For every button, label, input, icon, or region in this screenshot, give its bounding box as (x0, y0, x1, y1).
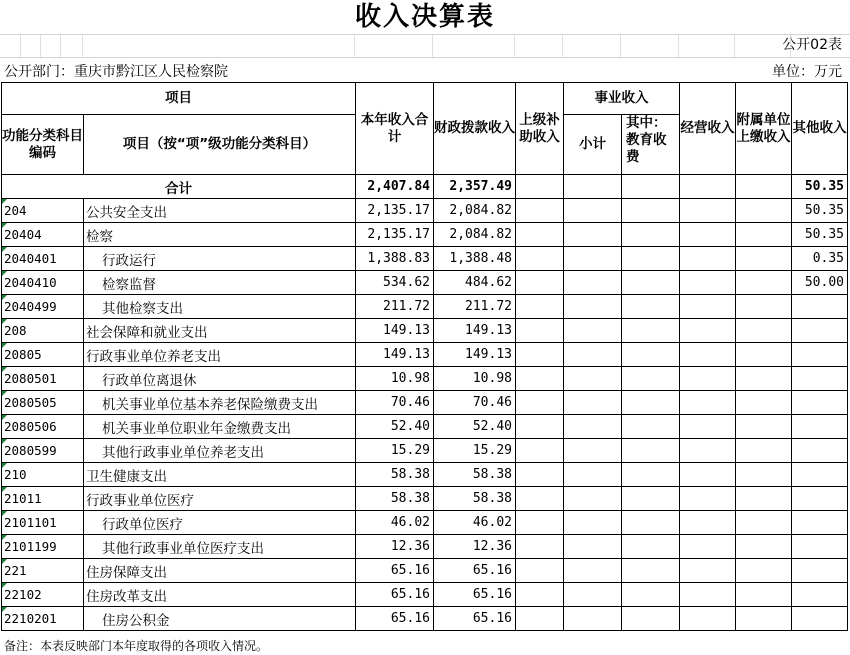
row-other (792, 367, 848, 391)
row-education (622, 271, 680, 295)
row-income-total: 149.13 (356, 343, 434, 367)
total-income: 2,407.84 (356, 175, 434, 199)
row-affiliated (736, 343, 792, 367)
row-education (622, 487, 680, 511)
total-other: 50.35 (792, 175, 848, 199)
income-table (1, 82, 848, 631)
row-affiliated (736, 199, 792, 223)
row-business-subtotal (564, 535, 622, 559)
row-code: 2210201 (2, 607, 84, 631)
row-income-total: 211.72 (356, 295, 434, 319)
row-name: 行政运行 (84, 247, 356, 271)
row-affiliated (736, 415, 792, 439)
row-affiliated (736, 607, 792, 631)
row-name: 行政事业单位医疗 (84, 487, 356, 511)
row-fiscal: 70.46 (434, 391, 516, 415)
row-operating (680, 367, 736, 391)
row-education (622, 583, 680, 607)
row-other (792, 319, 848, 343)
row-fiscal: 484.62 (434, 271, 516, 295)
row-fiscal: 149.13 (434, 343, 516, 367)
row-code: 2080505 (2, 391, 84, 415)
row-education (622, 415, 680, 439)
row-code: 20404 (2, 223, 84, 247)
header-operating: 经营收入 (680, 83, 736, 175)
row-code: 22102 (2, 583, 84, 607)
row-code: 210 (2, 463, 84, 487)
table-row (2, 295, 848, 319)
row-education (622, 199, 680, 223)
row-income-total: 1,388.83 (356, 247, 434, 271)
row-operating (680, 343, 736, 367)
row-business-subtotal (564, 583, 622, 607)
row-fiscal: 10.98 (434, 367, 516, 391)
row-operating (680, 391, 736, 415)
row-affiliated (736, 319, 792, 343)
row-affiliated (736, 223, 792, 247)
row-business-subtotal (564, 319, 622, 343)
row-other (792, 295, 848, 319)
row-affiliated (736, 391, 792, 415)
row-name: 其他行政事业单位医疗支出 (84, 535, 356, 559)
row-fiscal: 58.38 (434, 463, 516, 487)
row-upper-subsidy (516, 271, 564, 295)
row-affiliated (736, 463, 792, 487)
row-code: 221 (2, 559, 84, 583)
row-affiliated (736, 271, 792, 295)
row-name: 行政单位离退休 (84, 367, 356, 391)
table-row (2, 223, 848, 247)
table-row (2, 583, 848, 607)
row-education (622, 343, 680, 367)
row-upper-subsidy (516, 559, 564, 583)
row-other (792, 607, 848, 631)
row-affiliated (736, 247, 792, 271)
row-operating (680, 439, 736, 463)
table-row (2, 391, 848, 415)
row-other: 50.35 (792, 223, 848, 247)
row-upper-subsidy (516, 463, 564, 487)
row-affiliated (736, 559, 792, 583)
row-other (792, 535, 848, 559)
row-name: 住房改革支出 (84, 583, 356, 607)
table-row (2, 511, 848, 535)
row-name: 检察 (84, 223, 356, 247)
row-operating (680, 199, 736, 223)
table-row (2, 535, 848, 559)
row-fiscal: 1,388.48 (434, 247, 516, 271)
row-operating (680, 535, 736, 559)
table-row (2, 247, 848, 271)
row-operating (680, 319, 736, 343)
row-business-subtotal (564, 295, 622, 319)
header-affiliated: 附属单位上缴收入 (736, 83, 792, 175)
row-business-subtotal (564, 343, 622, 367)
total-label: 合计 (2, 175, 356, 199)
row-operating (680, 415, 736, 439)
row-income-total: 534.62 (356, 271, 434, 295)
row-business-subtotal (564, 391, 622, 415)
row-income-total: 65.16 (356, 607, 434, 631)
row-income-total: 52.40 (356, 415, 434, 439)
table-row (2, 271, 848, 295)
table-row (2, 415, 848, 439)
row-name: 机关事业单位基本养老保险缴费支出 (84, 391, 356, 415)
row-fiscal: 65.16 (434, 583, 516, 607)
row-fiscal: 65.16 (434, 559, 516, 583)
row-upper-subsidy (516, 295, 564, 319)
row-upper-subsidy (516, 487, 564, 511)
row-fiscal: 58.38 (434, 487, 516, 511)
row-fiscal: 12.36 (434, 535, 516, 559)
row-code: 2080506 (2, 415, 84, 439)
row-income-total: 12.36 (356, 535, 434, 559)
row-name: 公共安全支出 (84, 199, 356, 223)
row-income-total: 65.16 (356, 583, 434, 607)
row-business-subtotal (564, 607, 622, 631)
row-affiliated (736, 439, 792, 463)
row-education (622, 559, 680, 583)
row-business-subtotal (564, 415, 622, 439)
row-operating (680, 583, 736, 607)
row-education (622, 463, 680, 487)
row-name: 住房保障支出 (84, 559, 356, 583)
row-operating (680, 295, 736, 319)
unit-label: 单位：万元 (772, 64, 842, 80)
row-name: 检察监督 (84, 271, 356, 295)
row-operating (680, 247, 736, 271)
row-upper-subsidy (516, 223, 564, 247)
header-item-name: 项目（按“项”级功能分类科目） (84, 115, 356, 175)
row-upper-subsidy (516, 583, 564, 607)
row-code: 2040410 (2, 271, 84, 295)
row-fiscal: 149.13 (434, 319, 516, 343)
row-income-total: 46.02 (356, 511, 434, 535)
row-income-total: 58.38 (356, 487, 434, 511)
row-operating (680, 463, 736, 487)
row-business-subtotal (564, 223, 622, 247)
row-business-subtotal (564, 463, 622, 487)
row-education (622, 319, 680, 343)
row-business-subtotal (564, 439, 622, 463)
row-operating (680, 271, 736, 295)
row-name: 住房公积金 (84, 607, 356, 631)
table-row (2, 343, 848, 367)
row-affiliated (736, 487, 792, 511)
row-other (792, 391, 848, 415)
row-business-subtotal (564, 271, 622, 295)
row-code: 2040499 (2, 295, 84, 319)
row-income-total: 149.13 (356, 319, 434, 343)
header-project: 项目 (2, 83, 356, 115)
row-operating (680, 487, 736, 511)
page-title: 收入决算表 (354, 2, 495, 32)
row-education (622, 367, 680, 391)
row-upper-subsidy (516, 607, 564, 631)
row-fiscal: 211.72 (434, 295, 516, 319)
row-name: 卫生健康支出 (84, 463, 356, 487)
row-other (792, 559, 848, 583)
row-fiscal: 52.40 (434, 415, 516, 439)
row-other: 50.00 (792, 271, 848, 295)
row-name: 其他行政事业单位养老支出 (84, 439, 356, 463)
row-operating (680, 223, 736, 247)
row-other (792, 343, 848, 367)
row-affiliated (736, 583, 792, 607)
header-income-total: 本年收入合计 (356, 83, 434, 175)
row-fiscal: 65.16 (434, 607, 516, 631)
row-upper-subsidy (516, 247, 564, 271)
row-name: 行政单位医疗 (84, 511, 356, 535)
row-affiliated (736, 367, 792, 391)
row-education (622, 223, 680, 247)
row-operating (680, 511, 736, 535)
row-code: 21011 (2, 487, 84, 511)
row-upper-subsidy (516, 439, 564, 463)
row-income-total: 65.16 (356, 559, 434, 583)
row-other (792, 583, 848, 607)
spreadsheet-grid-strip (0, 34, 850, 58)
department-label: 公开部门：重庆市黔江区人民检察院 (4, 64, 228, 80)
row-fiscal: 46.02 (434, 511, 516, 535)
table-row (2, 439, 848, 463)
table-row (2, 199, 848, 223)
row-code: 2101101 (2, 511, 84, 535)
row-education (622, 247, 680, 271)
row-other: 0.35 (792, 247, 848, 271)
row-business-subtotal (564, 367, 622, 391)
row-other: 50.35 (792, 199, 848, 223)
row-affiliated (736, 295, 792, 319)
row-other (792, 439, 848, 463)
row-upper-subsidy (516, 343, 564, 367)
table-number: 公开02表 (782, 37, 842, 53)
header-func-code: 功能分类科目编码 (2, 115, 84, 175)
row-affiliated (736, 511, 792, 535)
row-income-total: 2,135.17 (356, 199, 434, 223)
row-income-total: 15.29 (356, 439, 434, 463)
row-code: 2080501 (2, 367, 84, 391)
row-education (622, 439, 680, 463)
row-operating (680, 607, 736, 631)
table-row (2, 559, 848, 583)
row-business-subtotal (564, 199, 622, 223)
row-affiliated (736, 535, 792, 559)
row-code: 204 (2, 199, 84, 223)
row-name: 行政事业单位养老支出 (84, 343, 356, 367)
row-upper-subsidy (516, 367, 564, 391)
footnote: 备注：本表反映部门本年度取得的各项收入情况。 (4, 639, 269, 653)
row-other (792, 463, 848, 487)
row-business-subtotal (564, 511, 622, 535)
header-upper-subsidy: 上级补助收入 (516, 83, 564, 175)
table-row (2, 607, 848, 631)
row-education (622, 391, 680, 415)
header-education: 其中：教育收费 (622, 115, 680, 175)
header-subtotal: 小计 (564, 115, 622, 175)
row-code: 20805 (2, 343, 84, 367)
row-code: 2101199 (2, 535, 84, 559)
row-code: 208 (2, 319, 84, 343)
row-income-total: 10.98 (356, 367, 434, 391)
row-upper-subsidy (516, 391, 564, 415)
row-upper-subsidy (516, 199, 564, 223)
row-education (622, 295, 680, 319)
row-code: 2080599 (2, 439, 84, 463)
row-upper-subsidy (516, 415, 564, 439)
row-fiscal: 15.29 (434, 439, 516, 463)
row-upper-subsidy (516, 511, 564, 535)
table-row (2, 487, 848, 511)
row-name: 社会保障和就业支出 (84, 319, 356, 343)
table-row (2, 367, 848, 391)
header-business: 事业收入 (564, 83, 680, 115)
header-other: 其他收入 (792, 83, 848, 175)
row-upper-subsidy (516, 535, 564, 559)
row-fiscal: 2,084.82 (434, 199, 516, 223)
row-income-total: 58.38 (356, 463, 434, 487)
row-operating (680, 559, 736, 583)
row-education (622, 511, 680, 535)
row-name: 其他检察支出 (84, 295, 356, 319)
row-other (792, 487, 848, 511)
table-row (2, 319, 848, 343)
row-upper-subsidy (516, 319, 564, 343)
row-education (622, 607, 680, 631)
row-business-subtotal (564, 559, 622, 583)
row-fiscal: 2,084.82 (434, 223, 516, 247)
total-fiscal: 2,357.49 (434, 175, 516, 199)
row-income-total: 2,135.17 (356, 223, 434, 247)
total-row (2, 175, 848, 199)
header-fiscal: 财政拨款收入 (434, 83, 516, 175)
row-code: 2040401 (2, 247, 84, 271)
row-income-total: 70.46 (356, 391, 434, 415)
row-other (792, 415, 848, 439)
table-row (2, 463, 848, 487)
row-education (622, 535, 680, 559)
row-other (792, 511, 848, 535)
row-name: 机关事业单位职业年金缴费支出 (84, 415, 356, 439)
row-business-subtotal (564, 487, 622, 511)
row-business-subtotal (564, 247, 622, 271)
